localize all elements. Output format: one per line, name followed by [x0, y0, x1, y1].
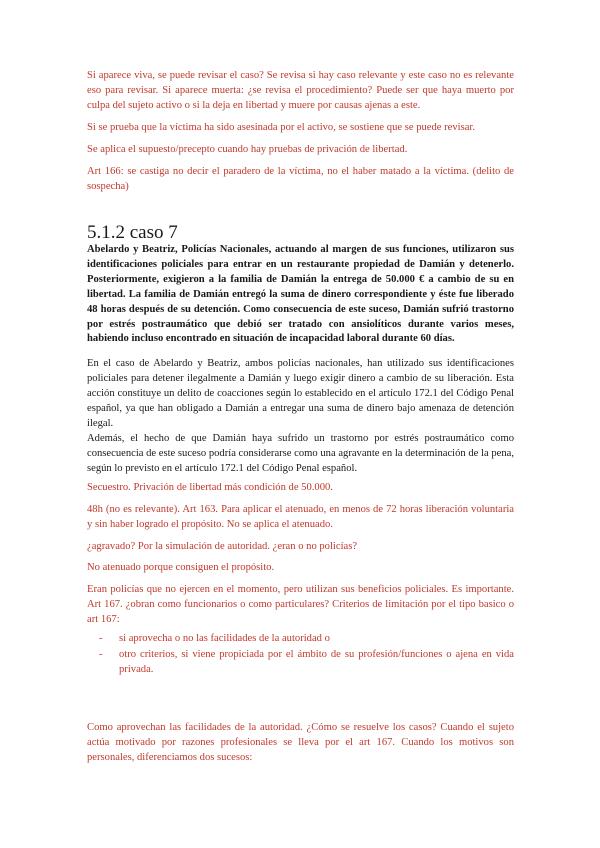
note-secuestro: Secuestro. Privación de libertad más condición de 50.000. — [87, 482, 333, 493]
criteria-item-text: si aprovecha o no las facilidades de la autoridad o — [119, 633, 330, 644]
note-art-167: Eran policías que no ejercen en el momento, pero utilizan sus beneficios policiales. Es importante. Art 167. ¿obran como funcionarios o como particulares? Criterios de limitación por el tipo basico o art 167: — [87, 584, 514, 625]
list-dash: - — [99, 633, 103, 644]
criteria-list — [87, 632, 514, 679]
paragraph-revision-question: Si aparece viva, se puede revisar el caso? Se revisa si hay caso relevante y este caso no es relevante eso para revisar. Si aparece muerta: ¿se revisa el procedimiento? Puede ser que haya muerto por culpa del sujeto activo o si la deja en libertad y muere por causas ajenas a este. — [87, 70, 514, 111]
case-statement: Abelardo y Beatriz, Policías Nacionales, actuando al margen de sus funciones, utilizaron sus identificaciones policiales para entrar en un restaurante propiedad de Damián y detenerlo. Posteriormente, exigieron a la familia de Damián la entrega de 50.000 € a cambio de su en libertad. La familia de Damián entregó la suma de dinero correspondiente y éste fue liberado 48 horas después de su detención. Como consecuencia de este suceso, Damián sufrió trastorno por estrés postraumático que debió ser tratado con ansiolíticos durante varios meses, habiendo incluso encontrado en situación de incapacidad laboral durante 60 días. — [87, 244, 514, 345]
closing-paragraph: Como aprovechan las facilidades de la autoridad. ¿Cómo se resuelve los casos? Cuando el sujeto actúa motivado por razones profesionales se lleva por el art 167. Cuando los motivos son personales, diferenciamos dos sucesos: — [87, 722, 514, 763]
section-heading: 5.1.2 caso 7 — [87, 222, 178, 243]
analysis-paragraph-agravante: Además, el hecho de que Damián haya sufrido un trastorno por estrés postraumático como consecuencia de este suceso podría considerarse como una agravante en la determinación de la pena, según lo previsto en el artículo 172.1 del Código Penal español. — [87, 433, 514, 474]
note-art-163: 48h (no es relevante). Art 163. Para aplicar el atenuado, en menos de 72 horas liberación voluntaria y sin haber logrado el propósito. No se aplica el atenuado. — [87, 504, 514, 530]
list-dash: - — [99, 648, 103, 660]
paragraph-assassination-proof: Si se prueba que la víctima ha sido asesinada por el activo, se sostiene que se puede revisar. — [87, 122, 476, 133]
criteria-item-text: otro criterios, si viene propiciada por el ámbito de su profesión/funciones o ajena en vida privada. — [119, 648, 514, 675]
paragraph-precept-application: Se aplica el supuesto/precepto cuando hay pruebas de privación de libertad. — [87, 144, 408, 155]
paragraph-art-166: Art 166: se castiga no decir el paradero de la víctima, no el haber matado a la víctima. (delito de sospecha) — [87, 166, 514, 192]
criteria-item — [87, 648, 514, 678]
analysis-paragraph-coacciones: En el caso de Abelardo y Beatriz, ambos policías nacionales, han utilizado sus identificaciones policiales para detener ilegalmente a Damián y luego exigir dinero a cambio de su liberación. Esta acción constituye un delito de coacciones según lo establecido en el artículo 172.1 del Código Penal español, ya que han obligado a Damián a entregar una suma de dinero bajo amenaza de detención ilegal. — [87, 358, 514, 429]
note-no-atenuado: No atenuado porque consiguen el propósito. — [87, 562, 275, 573]
criteria-item — [87, 632, 514, 647]
note-agravado: ¿agravado? Por la simulación de autoridad. ¿eran o no policías? — [87, 541, 358, 552]
